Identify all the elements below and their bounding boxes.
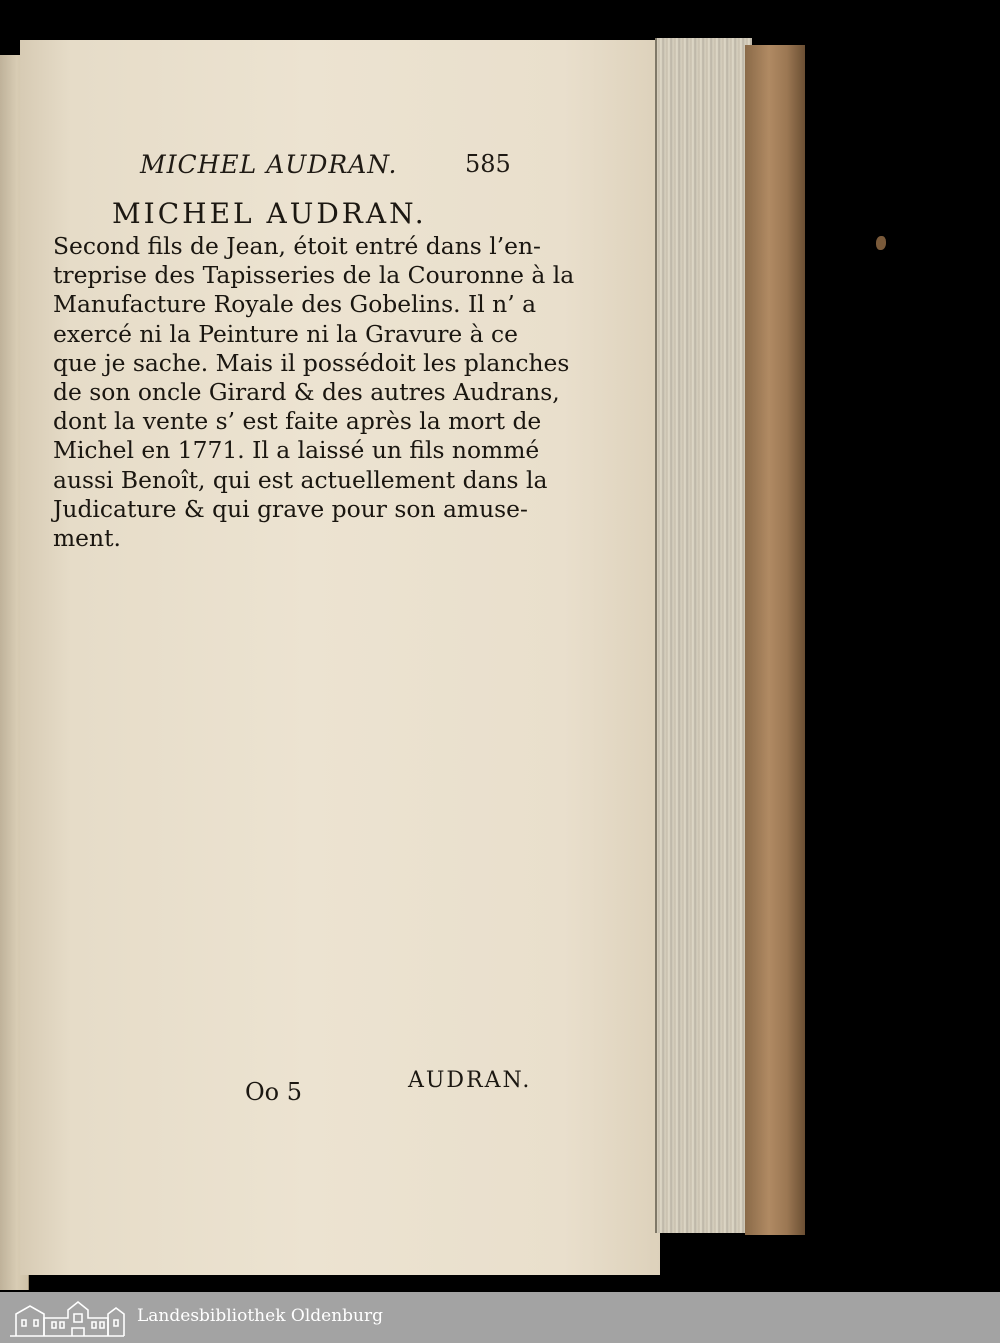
running-title: MICHEL AUDRAN. [140, 150, 398, 179]
footer-bar [0, 1292, 1000, 1343]
body-line: Second fils de Jean, étoit entré dans l’en- [53, 232, 541, 260]
signature-mark: Oo 5 [245, 1078, 303, 1106]
book-cover [745, 45, 805, 1235]
body-line: Manufacture Royale des Gobelins. Il n’ a [53, 290, 537, 319]
paper-speck [876, 236, 886, 250]
body-line: ment. [53, 524, 121, 553]
body-line: Michel en 1771. Il a laissé un fils nommé [53, 436, 540, 465]
body-line: de son oncle Girard & des autres Audrans, [53, 378, 560, 407]
catchword: AUDRAN. [408, 1068, 532, 1093]
body-paragraph [53, 232, 575, 553]
page-edges [655, 38, 752, 1233]
body-line: que je sache. Mais il possédoit les planches [53, 348, 570, 377]
library-name: Landesbibliothek Oldenburg [137, 1306, 384, 1326]
page-number: 585 [465, 150, 511, 178]
body-line: Judicature & qui grave pour son amuse- [53, 494, 528, 523]
body-line: aussi Benoît, qui est actuellement dans la [53, 465, 548, 494]
body-line: treprise des Tapisseries de la Couronne à la [53, 261, 575, 290]
body-line: dont la vente s’ est faite après la mort de [53, 407, 542, 436]
body-line: exercé ni la Peinture ni la Gravure à ce [53, 319, 518, 348]
library-building-icon [8, 1298, 126, 1338]
section-heading: MICHEL AUDRAN. [112, 197, 427, 230]
